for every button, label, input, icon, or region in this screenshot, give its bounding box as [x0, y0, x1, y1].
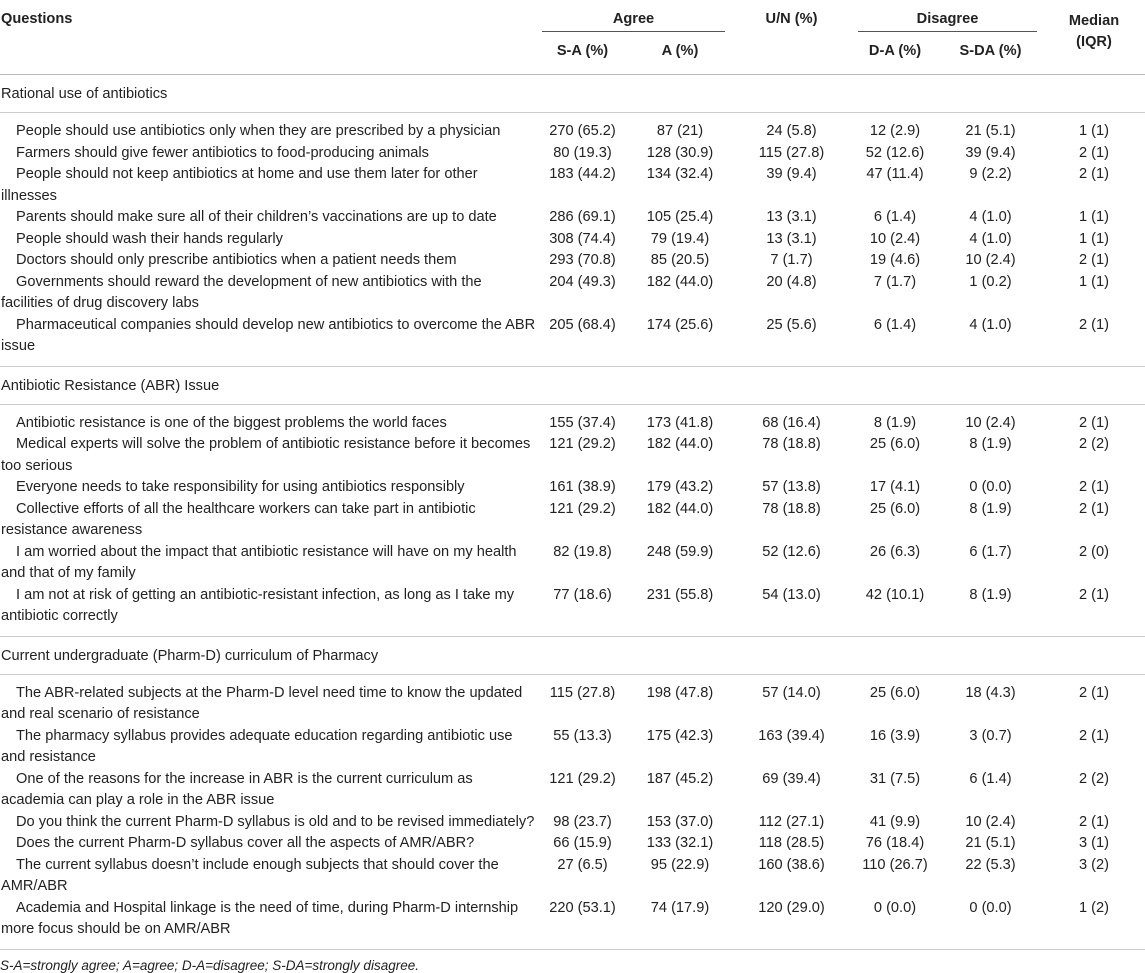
cell-a: 182 (44.0)	[646, 273, 714, 290]
cell-sa: 183 (44.2)	[549, 166, 616, 182]
question-text: I am worried about the impact that antibiotic resistance will have on my health and that of my family	[1, 543, 517, 581]
section-title: Antibiotic Resistance (ABR) Issue	[0, 366, 1145, 404]
cell-a: 85 (20.5)	[650, 252, 710, 268]
table-row	[0, 272, 1145, 315]
cell-med: 2 (1)	[1078, 252, 1109, 268]
cell-sa: 115 (27.8)	[549, 684, 616, 701]
cell-da: 6 (1.4)	[873, 209, 917, 225]
table-row	[0, 229, 1145, 251]
cell-sda: 0 (0.0)	[969, 899, 1012, 916]
question-text: The pharmacy syllabus provides adequate education regarding antibiotic use and resistance	[1, 727, 513, 765]
cell-a: 134 (32.4)	[646, 166, 714, 182]
cell-sda: 6 (1.4)	[969, 770, 1012, 787]
cell-med: 1 (1)	[1078, 230, 1109, 247]
cell-un: 20 (4.8)	[766, 273, 817, 290]
cell-med: 2 (1)	[1078, 684, 1109, 701]
cell-med: 2 (1)	[1078, 316, 1109, 333]
cell-da: 0 (0.0)	[873, 899, 917, 916]
question-cell	[0, 683, 536, 726]
table-row	[0, 542, 1145, 585]
question-text: Pharmaceutical companies should develop new antibiotics to overcome the ABR issue	[1, 316, 536, 354]
table-row	[0, 855, 1145, 898]
question-cell	[0, 769, 536, 812]
question-cell	[0, 229, 536, 251]
cell-a: 174 (25.6)	[646, 316, 714, 333]
question-text: Do you think the current Pharm-D syllabus is old and to be revised immediately?	[16, 813, 535, 830]
cell-un: 78 (18.8)	[762, 436, 821, 452]
table-row	[0, 683, 1145, 726]
table-row	[0, 499, 1145, 542]
header-a: A (%)	[629, 37, 731, 75]
header-sda: S-DA (%)	[938, 37, 1043, 75]
question-cell	[0, 499, 536, 542]
question-cell	[0, 898, 536, 941]
question-cell	[0, 413, 536, 435]
cell-sda: 10 (2.4)	[965, 252, 1016, 268]
header-median-line1: Median	[1068, 13, 1120, 29]
cell-sda: 8 (1.9)	[969, 586, 1012, 603]
spacer	[0, 404, 1145, 413]
header-median	[1043, 0, 1145, 75]
cell-a: 175 (42.3)	[646, 727, 714, 744]
cell-da: 16 (3.9)	[869, 727, 921, 744]
cell-un: 24 (5.8)	[766, 123, 817, 139]
cell-a: 248 (59.9)	[646, 543, 714, 560]
cell-med: 1 (2)	[1078, 899, 1109, 916]
cell-sa: 293 (70.8)	[549, 252, 616, 268]
header-un: U/N (%)	[731, 0, 852, 75]
question-cell	[0, 434, 536, 477]
cell-sda: 21 (5.1)	[965, 123, 1016, 139]
cell-sa: 161 (38.9)	[549, 479, 616, 495]
cell-sda: 39 (9.4)	[965, 144, 1016, 161]
cell-sa: 55 (13.3)	[553, 727, 612, 744]
cell-a: 128 (30.9)	[646, 144, 714, 161]
cell-un: 39 (9.4)	[766, 166, 817, 182]
cell-med: 1 (1)	[1078, 123, 1109, 139]
cell-sa: 286 (69.1)	[549, 209, 616, 225]
cell-med: 3 (2)	[1078, 856, 1109, 873]
question-cell	[0, 164, 536, 207]
table-row	[0, 121, 1145, 143]
cell-un: 112 (27.1)	[758, 813, 825, 830]
cell-med: 2 (1)	[1078, 500, 1109, 517]
question-cell	[0, 542, 536, 585]
table-row	[0, 164, 1145, 207]
cell-un: 163 (39.4)	[758, 727, 825, 744]
cell-da: 25 (6.0)	[869, 500, 921, 517]
cell-sa: 121 (29.2)	[549, 770, 616, 787]
question-cell	[0, 272, 536, 315]
cell-a: 133 (32.1)	[646, 835, 714, 851]
agree-underline	[542, 31, 725, 32]
section-header-row	[0, 75, 1145, 113]
cell-a: 198 (47.8)	[646, 684, 714, 701]
cell-da: 8 (1.9)	[873, 414, 917, 431]
cell-sda: 21 (5.1)	[965, 835, 1016, 851]
cell-med: 2 (1)	[1078, 479, 1109, 495]
cell-sa: 121 (29.2)	[549, 436, 616, 452]
table-row	[0, 898, 1145, 941]
table-header	[0, 0, 1145, 75]
spacer	[0, 941, 1145, 950]
question-text: Antibiotic resistance is one of the biggest problems the world faces	[16, 414, 447, 431]
table-row	[0, 143, 1145, 165]
section-title: Current undergraduate (Pharm-D) curriculum of Pharmacy	[0, 636, 1145, 674]
cell-sa: 80 (19.3)	[553, 144, 612, 161]
cell-sa: 205 (68.4)	[549, 316, 616, 333]
cell-da: 47 (11.4)	[866, 166, 924, 182]
table-body	[0, 75, 1145, 973]
table-row	[0, 585, 1145, 628]
cell-med: 2 (1)	[1078, 727, 1109, 744]
cell-sa: 308 (74.4)	[549, 230, 616, 247]
cell-a: 231 (55.8)	[646, 586, 714, 603]
cell-da: 12 (2.9)	[869, 123, 921, 139]
question-text: Academia and Hospital linkage is the need of time, during Pharm-D internship more focus should be on AMR/ABR	[1, 899, 519, 937]
cell-un: 78 (18.8)	[762, 500, 821, 517]
cell-da: 25 (6.0)	[869, 684, 921, 701]
cell-med: 2 (2)	[1078, 770, 1109, 787]
spacer	[0, 358, 1145, 367]
cell-med: 1 (1)	[1078, 273, 1109, 290]
header-agree: Agree	[612, 11, 655, 27]
cell-un: 57 (14.0)	[762, 684, 821, 701]
question-cell	[0, 855, 536, 898]
question-text: Does the current Pharm-D syllabus cover all the aspects of AMR/ABR?	[16, 835, 475, 851]
question-cell	[0, 812, 536, 834]
cell-sda: 4 (1.0)	[969, 316, 1012, 333]
cell-sda: 6 (1.7)	[969, 543, 1012, 560]
cell-un: 68 (16.4)	[762, 414, 821, 431]
cell-da: 17 (4.1)	[869, 479, 921, 495]
question-text: One of the reasons for the increase in ABR is the current curriculum as academia can play a role in the ABR issue	[1, 770, 473, 808]
header-disagree: Disagree	[916, 11, 979, 27]
cell-sda: 0 (0.0)	[969, 479, 1012, 495]
cell-sda: 8 (1.9)	[969, 436, 1012, 452]
cell-a: 182 (44.0)	[646, 500, 714, 517]
header-da: D-A (%)	[852, 37, 938, 75]
spacer	[0, 113, 1145, 122]
cell-sda: 4 (1.0)	[969, 230, 1012, 247]
cell-med: 2 (1)	[1078, 813, 1109, 830]
cell-sa: 77 (18.6)	[553, 586, 612, 603]
cell-un: 120 (29.0)	[758, 899, 825, 916]
question-text: The ABR-related subjects at the Pharm-D level need time to know the updated and real scenario of resistance	[1, 684, 523, 722]
cell-med: 2 (1)	[1078, 144, 1109, 161]
section-title: Rational use of antibiotics	[0, 75, 1145, 113]
cell-sda: 10 (2.4)	[965, 813, 1016, 830]
cell-a: 87 (21)	[656, 123, 704, 139]
cell-a: 182 (44.0)	[646, 436, 714, 452]
question-text: Farmers should give fewer antibiotics to food-producing animals	[16, 144, 429, 161]
cell-un: 13 (3.1)	[766, 230, 817, 247]
cell-a: 74 (17.9)	[650, 899, 710, 916]
cell-un: 13 (3.1)	[766, 209, 817, 225]
cell-med: 2 (1)	[1078, 586, 1109, 603]
question-cell	[0, 585, 536, 628]
cell-sa: 121 (29.2)	[549, 500, 616, 517]
question-cell	[0, 250, 536, 272]
cell-da: 42 (10.1)	[865, 586, 925, 603]
cell-a: 187 (45.2)	[646, 770, 714, 787]
header-sa: S-A (%)	[536, 37, 629, 75]
cell-sa: 155 (37.4)	[549, 414, 616, 431]
header-median-line2: (IQR)	[1076, 34, 1112, 50]
cell-a: 173 (41.8)	[646, 414, 714, 431]
table-row	[0, 726, 1145, 769]
cell-sda: 18 (4.3)	[965, 684, 1016, 701]
header-questions: Questions	[0, 0, 536, 75]
cell-da: 19 (4.6)	[869, 252, 921, 268]
cell-un: 25 (5.6)	[766, 316, 817, 333]
table-row	[0, 413, 1145, 435]
disagree-underline	[858, 31, 1037, 32]
cell-sa: 220 (53.1)	[549, 899, 616, 916]
question-cell	[0, 121, 536, 143]
header-agree-group	[536, 0, 731, 37]
question-cell	[0, 207, 536, 229]
cell-med: 2 (0)	[1078, 543, 1109, 560]
question-text: Everyone needs to take responsibility for using antibiotics responsibly	[16, 479, 465, 495]
question-cell	[0, 143, 536, 165]
table-row	[0, 477, 1145, 499]
cell-un: 115 (27.8)	[758, 144, 825, 161]
question-text: Collective efforts of all the healthcare workers can take part in antibiotic resistance awareness	[1, 500, 476, 538]
cell-un: 52 (12.6)	[762, 543, 821, 560]
question-cell	[0, 315, 536, 358]
cell-sda: 3 (0.7)	[969, 727, 1012, 744]
cell-da: 26 (6.3)	[869, 543, 921, 560]
cell-med: 2 (1)	[1078, 414, 1109, 431]
table-row	[0, 434, 1145, 477]
table-row	[0, 250, 1145, 272]
cell-a: 79 (19.4)	[650, 230, 710, 247]
cell-med: 2 (1)	[1078, 166, 1109, 182]
cell-un: 69 (39.4)	[762, 770, 821, 787]
cell-med: 1 (1)	[1078, 209, 1109, 225]
cell-sda: 9 (2.2)	[969, 166, 1012, 182]
table-row	[0, 769, 1145, 812]
cell-sda: 8 (1.9)	[969, 500, 1012, 517]
question-text: Medical experts will solve the problem of antibiotic resistance before it becomes too serious	[1, 436, 531, 474]
spacer	[0, 674, 1145, 683]
cell-sa: 27 (6.5)	[557, 856, 608, 873]
cell-med: 2 (2)	[1078, 436, 1109, 452]
cell-un: 7 (1.7)	[770, 252, 813, 268]
question-text: Doctors should only prescribe antibiotics when a patient needs them	[16, 252, 457, 268]
cell-da: 31 (7.5)	[869, 770, 921, 787]
cell-da: 76 (18.4)	[865, 835, 925, 851]
question-text: People should not keep antibiotics at home and use them later for other illnesses	[1, 166, 478, 204]
cell-sa: 66 (15.9)	[553, 835, 612, 851]
cell-a: 105 (25.4)	[646, 209, 714, 225]
cell-sda: 22 (5.3)	[965, 856, 1016, 873]
cell-sa: 98 (23.7)	[553, 813, 612, 830]
section-header-row	[0, 636, 1145, 674]
question-cell	[0, 833, 536, 855]
header-disagree-group	[852, 0, 1043, 37]
cell-da: 10 (2.4)	[869, 230, 921, 247]
table-row	[0, 833, 1145, 855]
cell-med: 3 (1)	[1078, 835, 1109, 851]
table-row	[0, 812, 1145, 834]
table-row	[0, 315, 1145, 358]
cell-da: 41 (9.9)	[869, 813, 921, 830]
table-row	[0, 207, 1145, 229]
cell-da: 52 (12.6)	[865, 144, 925, 161]
question-text: Governments should reward the development of new antibiotics with the facilities of drug discovery labs	[1, 273, 482, 311]
cell-da: 7 (1.7)	[873, 273, 917, 290]
question-text: The current syllabus doesn’t include enough subjects that should cover the AMR/ABR	[1, 856, 499, 894]
question-text: People should use antibiotics only when they are prescribed by a physician	[16, 123, 501, 139]
question-text: I am not at risk of getting an antibiotic-resistant infection, as long as I take my antibiotic correctly	[1, 586, 515, 624]
cell-da: 6 (1.4)	[873, 316, 917, 333]
cell-sa: 270 (65.2)	[549, 123, 616, 139]
section-header-row	[0, 366, 1145, 404]
cell-un: 54 (13.0)	[762, 586, 821, 603]
spacer	[0, 628, 1145, 637]
cell-un: 160 (38.6)	[758, 856, 825, 873]
cell-sda: 10 (2.4)	[965, 414, 1016, 431]
question-text: People should wash their hands regularly	[16, 230, 283, 247]
cell-a: 95 (22.9)	[650, 856, 710, 873]
question-text: Parents should make sure all of their children’s vaccinations are up to date	[16, 209, 497, 225]
cell-da: 110 (26.7)	[862, 856, 928, 873]
question-cell	[0, 726, 536, 769]
cell-un: 57 (13.8)	[762, 479, 821, 495]
cell-da: 25 (6.0)	[869, 436, 921, 452]
cell-sda: 1 (0.2)	[969, 273, 1012, 290]
cell-un: 118 (28.5)	[758, 835, 825, 851]
footnote: S-A=strongly agree; A=agree; D-A=disagree; S-DA=strongly disagree.	[0, 949, 1145, 973]
cell-sa: 204 (49.3)	[549, 273, 616, 290]
question-cell	[0, 477, 536, 499]
cell-a: 153 (37.0)	[646, 813, 714, 830]
cell-a: 179 (43.2)	[646, 479, 714, 495]
cell-sda: 4 (1.0)	[969, 209, 1012, 225]
cell-sa: 82 (19.8)	[553, 543, 612, 560]
